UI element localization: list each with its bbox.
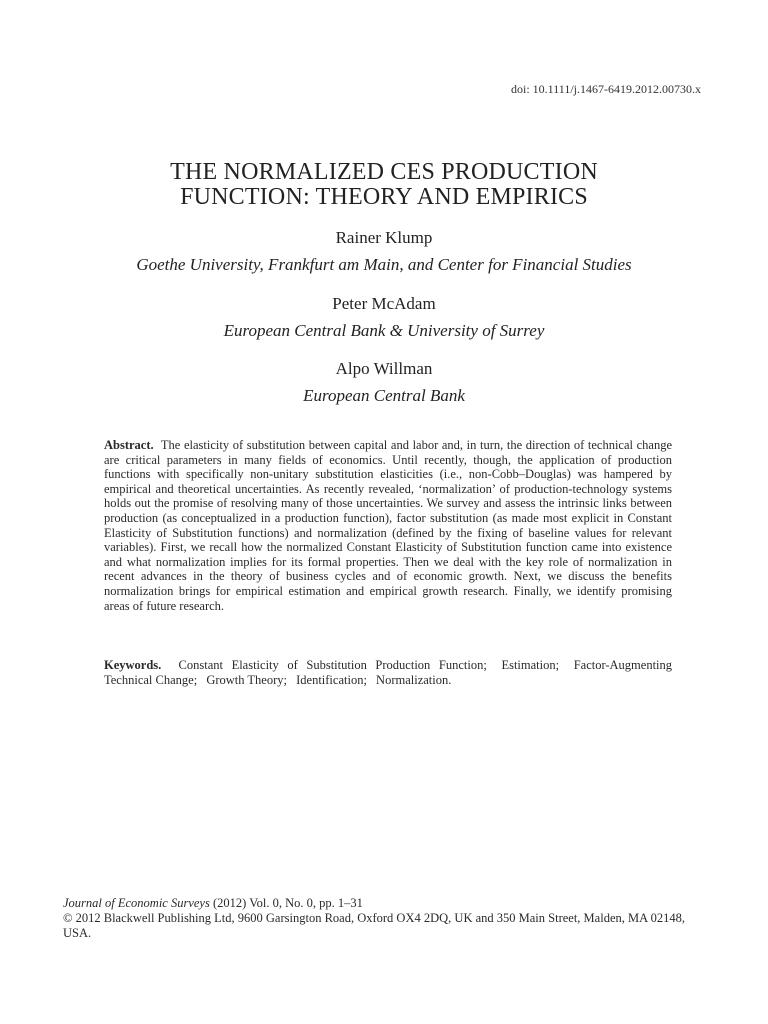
- paper-title: [0, 160, 768, 210]
- footer: [63, 896, 703, 941]
- copyright-notice: © 2012 Blackwell Publishing Ltd, 9600 Garsington Road, Oxford OX4 2DQ, UK and 350 Main Street, Malden, MA 02148, USA.: [63, 911, 685, 940]
- keyword: Identification;: [296, 672, 367, 687]
- author-affiliation: Goethe University, Frankfurt am Main, and Center for Financial Studies: [136, 255, 632, 274]
- title-line-2: FUNCTION: THEORY AND EMPIRICS: [180, 184, 588, 210]
- keywords: [104, 658, 672, 687]
- author-name: Alpo Willman: [335, 359, 433, 378]
- journal-citation: [63, 896, 703, 911]
- author-name: Rainer Klump: [335, 228, 433, 247]
- author-affiliation: European Central Bank: [303, 386, 465, 405]
- author-block-1: [0, 228, 768, 276]
- journal-name: Journal of Economic Surveys: [63, 896, 210, 910]
- keyword: Constant Elasticity of Substitution Production Function;: [178, 658, 487, 672]
- title-line-1: THE NORMALIZED CES PRODUCTION: [170, 159, 598, 185]
- author-block-2: [0, 294, 768, 342]
- keyword: Normalization.: [376, 672, 452, 687]
- author-block-3: [0, 359, 768, 407]
- journal-volume: (2012) Vol. 0, No. 0, pp. 1–31: [209, 896, 363, 910]
- abstract: [104, 438, 672, 613]
- author-affiliation: European Central Bank & University of Surrey: [223, 321, 545, 340]
- abstract-label: Abstract.: [104, 438, 154, 452]
- keyword: Factor-Augmenting Technical Change;: [104, 658, 673, 687]
- author-name: Peter McAdam: [332, 294, 436, 313]
- keywords-label: Keywords.: [104, 658, 162, 672]
- keyword: Growth Theory;: [206, 672, 287, 687]
- keyword: Estimation;: [501, 658, 560, 672]
- doi[interactable]: doi: 10.1111/j.1467-6419.2012.00730.x: [511, 82, 701, 96]
- abstract-text: The elasticity of substitution between capital and labor and, in turn, the direction of technical change are critical parameters in many fields of economics. Until recently, though, the application of production functions with specifically non-unitary substitution elasticities (i.e., non-Cobb–Douglas) was hampered by empirical and theoretical uncertainties. As recently revealed, ‘normalization’ of production-technology systems holds out the promise of resolving many of those uncertainties. We survey and assess the intrinsic links between production (as conceptualized in a production function), factor substitution (as made most explicit in Constant Elasticity of Substitution functions) and normalization (defined by the fixing of baseline values for relevant variables). First, we recall how the normalized Constant Elasticity of Substitution function came into existence and what normalization implies for its formal properties. Then we deal with the key role of normalization in recent advances in the theory of business cycles and of economic growth. Next, we discuss the benefits normalization brings for empirical estimation and empirical growth research. Finally, we identify promising areas of future research.: [104, 438, 672, 613]
